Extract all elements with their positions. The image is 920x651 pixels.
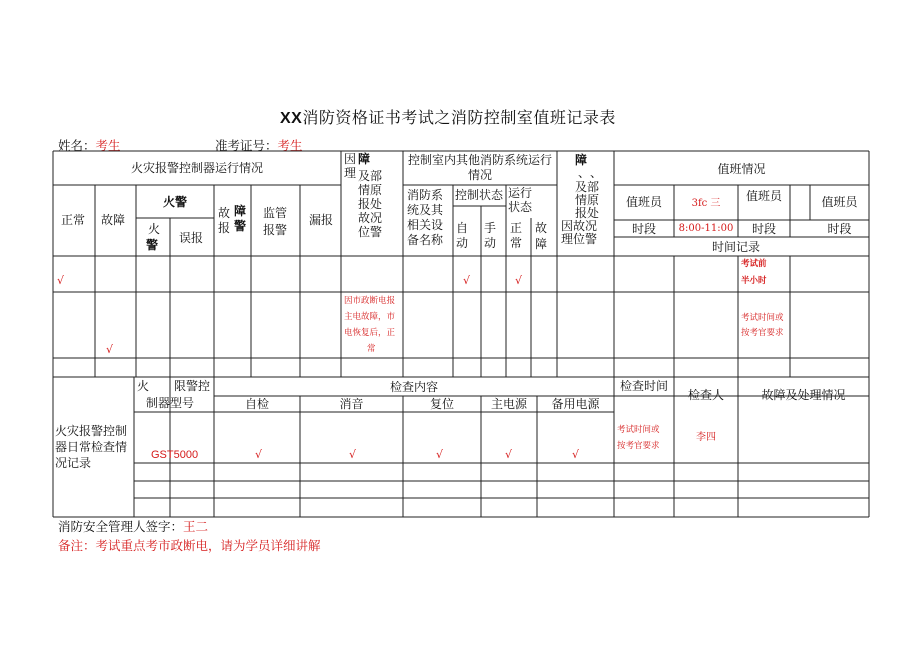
time-record: 时间记录 (712, 240, 761, 254)
header-fault-cause-d: 及部 (358, 169, 383, 183)
col-fault-alarm-b: 报 (218, 221, 231, 235)
period-1: 时段 (631, 222, 656, 236)
header-fault-cause2-b: 、 (578, 166, 591, 180)
model-header-a: 火 (137, 379, 150, 393)
col-reset: 复位 (429, 397, 454, 411)
col-missed: 漏报 (309, 213, 334, 227)
col-fault2-2: 障 (535, 237, 548, 251)
tick-main-power: √ (505, 448, 513, 461)
header-fault-cause2-a: 障 (575, 153, 588, 167)
side-label-2: 器日常检查情 (55, 440, 128, 454)
header-fire-panel: 火灾报警控制器运行情况 (130, 161, 263, 175)
tick-backup-power: √ (572, 448, 580, 461)
header-fault-cause2-f: 报处 (575, 206, 600, 220)
period-value: 8:00-11:00 (678, 223, 734, 234)
note-exam-time-2: 按考官要求 (741, 328, 784, 338)
col-sys-name-3: 相关设 (407, 218, 444, 232)
tick-normal2-row1: √ (515, 274, 523, 287)
duty-person-2: 值班员 (745, 189, 782, 203)
header-fault-cause-c: 障 (358, 152, 371, 166)
col-auto-2: 动 (456, 236, 469, 250)
model-value: GST5000 (151, 449, 199, 461)
col-normal: 正常 (61, 213, 86, 227)
col-sys-name-2: 统及其 (407, 203, 444, 217)
col-control-state: 控制状态 (455, 188, 504, 202)
model-header-c: 制器型号 (146, 396, 195, 410)
note-fault-3: 电恢复后，正 (344, 328, 396, 338)
cert-label: 准考证号： (215, 138, 278, 153)
col-sys-name-4: 备名称 (407, 233, 444, 247)
header-fault-cause-h: 位警 (358, 225, 383, 239)
tick-self-check: √ (255, 448, 263, 461)
col-manual-1: 手 (484, 221, 497, 235)
checker-value: 李四 (696, 432, 716, 443)
col-supervise-alarm: 报警 (263, 223, 288, 237)
duty-person-1: 值班员 (625, 195, 662, 209)
check-time-value-2: 按考官要求 (617, 441, 660, 451)
tick-fault-row2: √ (106, 343, 114, 356)
col-fault-alarm-a: 故 (218, 206, 231, 220)
tick-reset: √ (436, 448, 444, 461)
period-3: 时段 (827, 222, 852, 236)
manager-label: 消防安全管理人签字： (58, 519, 184, 534)
remark-line (58, 536, 321, 554)
side-label-3: 况记录 (55, 456, 92, 470)
col-fire-alarm-fire: 火 (148, 222, 161, 236)
col-fault-handling: 故障及处理情况 (761, 388, 846, 402)
col-run-state2: 状态 (508, 200, 533, 214)
col-fault-alarm-c: 障 (234, 204, 247, 218)
col-false-alarm: 误报 (179, 231, 204, 245)
tick-auto-row1: √ (463, 274, 471, 287)
col-run-state: 运行 (508, 186, 533, 200)
duty-person-name: 3fc 三 (691, 198, 721, 209)
col-fault2-1: 故 (535, 221, 548, 235)
name-value: 考生 (95, 138, 121, 153)
header-fault-cause2-e: 情原 (575, 193, 600, 207)
remark-label: 备注： (58, 538, 96, 553)
col-self-check: 自检 (244, 397, 269, 411)
col-normal2-2: 常 (510, 236, 523, 250)
header-duty: 值班情况 (717, 162, 766, 176)
header-fault-cause2-h: 理位警 (561, 232, 598, 246)
side-label-1: 火灾报警控制 (55, 424, 128, 438)
header-fault-cause2-g: 因故况 (561, 219, 598, 233)
manager-line (58, 517, 208, 535)
col-fault-alarm-d: 警 (234, 219, 247, 233)
note-fault-2: 主电故障，市 (344, 312, 396, 322)
header-fault-cause-g: 故况 (358, 211, 383, 225)
tick-normal-row1: √ (57, 274, 65, 287)
col-normal2-1: 正 (510, 221, 523, 235)
remark-value: 考试重点考市政断电，请为学员详细讲解 (95, 538, 321, 553)
col-main-power: 主电源 (490, 397, 527, 411)
name-label: 姓名： (58, 138, 96, 153)
check-time-value-1: 考试时间或 (617, 425, 660, 435)
col-check-time: 检查时间 (619, 379, 668, 393)
col-manual-2: 动 (484, 236, 497, 250)
header-fault-cause-f: 报处 (358, 197, 383, 211)
note-fault-1: 因市政断电报 (344, 296, 396, 306)
col-supervise: 监管 (263, 206, 288, 220)
header-fault-cause-b: 理 (344, 166, 357, 180)
header-fault-cause2-d: 及部 (575, 180, 600, 194)
col-backup-power: 备用电源 (551, 397, 600, 411)
manager-value: 王二 (183, 519, 209, 534)
note-time-1: 考试前 (741, 259, 767, 269)
check-content: 检查内容 (389, 380, 438, 394)
header-fault-cause2-c: 、 (590, 166, 603, 180)
duty-person-3: 值班员 (821, 195, 858, 209)
header-other-systems: 控制室内其他消防系统运行情况 (407, 153, 552, 182)
col-fire-alarm-alarm: 警 (146, 238, 159, 252)
tick-mute: √ (349, 448, 357, 461)
col-auto-1: 自 (456, 221, 469, 235)
page-title: XX消防资格证书考试之消防控制室值班记录表 (280, 108, 616, 127)
header-fault-cause-e: 情原 (358, 183, 383, 197)
note-fault-4: 常 (367, 344, 376, 354)
note-time-2: 半小时 (741, 276, 767, 286)
period-2: 时段 (751, 222, 776, 236)
header-fault-cause-a: 因 (344, 152, 357, 166)
note-exam-time-1: 考试时间或 (741, 313, 784, 323)
col-mute: 消音 (339, 397, 364, 411)
col-checker: 检查人 (687, 388, 724, 402)
cert-value: 考生 (277, 138, 303, 153)
model-header-b: 限警控 (174, 379, 211, 393)
col-sys-name-1: 消防系 (407, 188, 444, 202)
col-fire-alarm: 火警 (162, 195, 187, 209)
col-fault: 故障 (101, 213, 126, 227)
